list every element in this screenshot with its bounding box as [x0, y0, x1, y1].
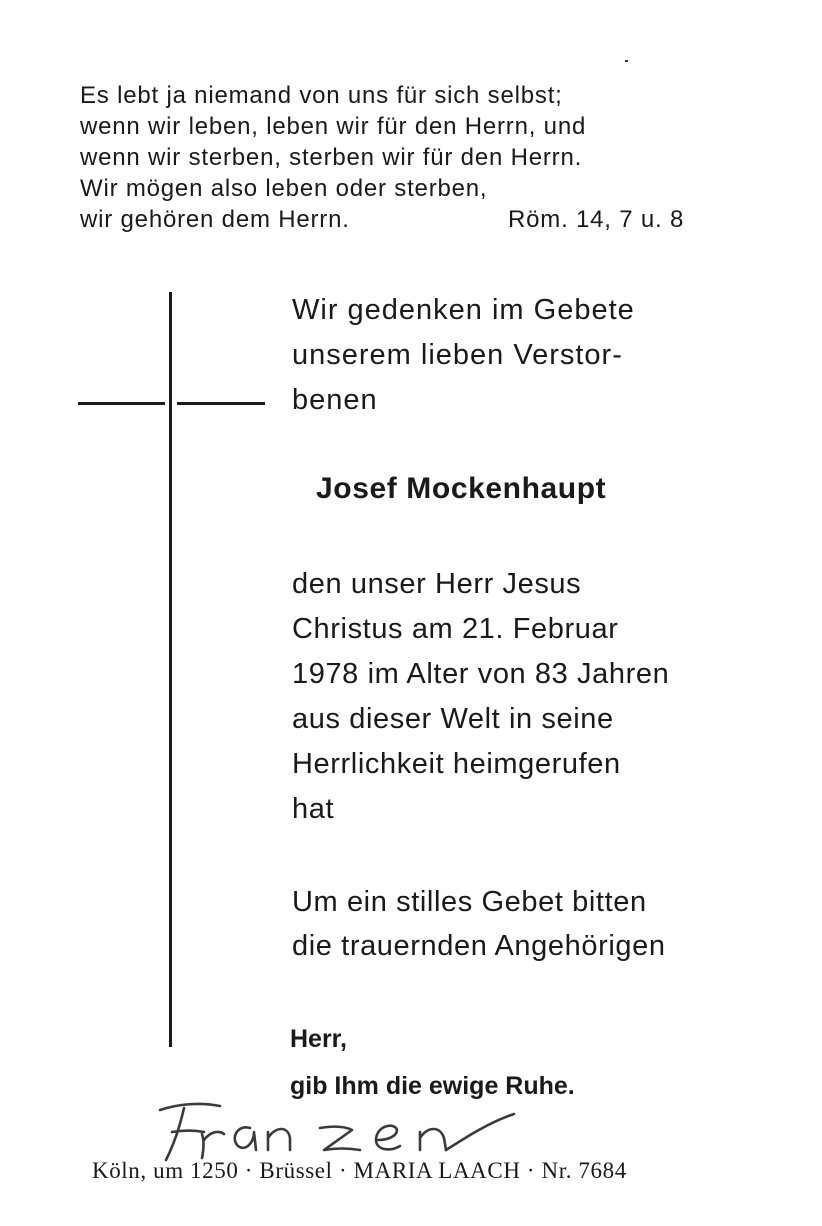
verse-line: Wir mögen also leben oder sterben,	[80, 175, 488, 202]
message-line: 1978 im Alter von 83 Jahren	[292, 658, 670, 690]
verse-line: wir gehören dem Herrn.	[80, 206, 350, 233]
verse-line: wenn wir leben, leben wir für den Herrn, und	[80, 113, 587, 140]
publisher-line: Köln, um 1250 · Brüssel · MARIA LAACH · Nr. 7684	[92, 1158, 627, 1183]
message-line: den unser Herr Jesus	[292, 568, 582, 600]
cross-crossbar-right	[177, 402, 265, 405]
message-line: Christus am 21. Februar	[292, 613, 619, 645]
intro-line: unserem lieben Verstor-	[292, 339, 623, 371]
intro-line: Wir gedenken im Gebete	[292, 294, 635, 326]
memorial-intro	[292, 288, 762, 423]
cross-vertical-beam	[169, 292, 172, 1047]
message-line: hat	[292, 793, 335, 825]
verse-line: Es lebt ja niemand von uns für sich selbst;	[80, 82, 563, 109]
prayer-line: Um ein stilles Gebet bitten	[292, 886, 647, 918]
verse-reference: Röm. 14, 7 u. 8	[508, 206, 685, 233]
message-line: aus dieser Welt in seine	[292, 703, 614, 735]
memorial-message	[292, 562, 762, 832]
handwritten-signature	[138, 1088, 528, 1168]
prayer-line: die trauernden Angehörigen	[292, 930, 666, 962]
bible-verse	[80, 80, 760, 235]
scan-speck	[625, 60, 628, 62]
deceased-name: Josef Mockenhaupt	[316, 472, 607, 505]
blessing-line: gib Ihm die ewige Ruhe.	[290, 1072, 575, 1100]
verse-line: wenn wir sterben, sterben wir für den Herrn.	[80, 144, 583, 171]
blessing-line: Herr,	[290, 1025, 347, 1053]
message-line: Herrlichkeit heimgerufen	[292, 748, 621, 780]
prayer-request	[292, 880, 772, 968]
intro-line: benen	[292, 384, 378, 416]
cross-crossbar-left	[78, 402, 165, 405]
